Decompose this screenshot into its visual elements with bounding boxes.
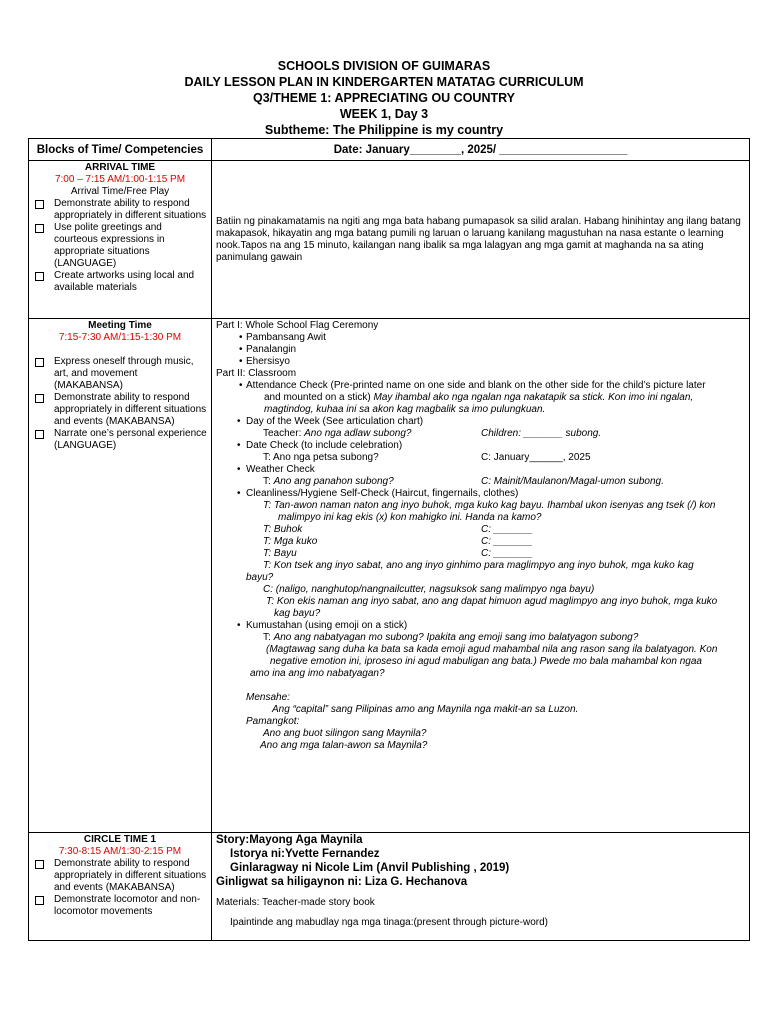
- cleanliness-question: T: Kon tsek ang inyo sabat, ano ang inyo ginhimo para maglimpyo ang inyo buhok, mga kuko kag: [263, 560, 694, 571]
- materials-text: Materials: Teacher-made story book: [216, 897, 375, 908]
- cleanliness-answer: C: (naligo, nanghutop/nangnailcutter, nagsuksok sang malimpyo nga bayu): [263, 584, 595, 595]
- meeting-title: Meeting Time: [88, 320, 152, 331]
- blocks-header-cell: Blocks of Time/ Competencies: [29, 139, 212, 161]
- pamangkot-question: Ano ang buot silingon sang Maynila?: [263, 728, 427, 739]
- circle-time-row: [29, 833, 750, 941]
- cleanliness-row: T: Bayu C: _______: [263, 548, 533, 559]
- arrival-activity-cell: [212, 161, 750, 319]
- arrival-competency-list: [32, 198, 208, 294]
- cleanliness-row: T: Mga kuko C: _______: [263, 536, 533, 547]
- arrival-body-text: Batiin ng pinakamatamis na ngiti ang mga bata habang pumapasok sa silid aralan. Habang hinihintay ang ilang batang makapasok, hikayatin ang mga batang pumili ng laruan o laruang kanilang magustuhan na nasa estante o learning nook.Tapos na ang 15 minuto, kailangan nang ibalik sa mga lalagyan ang mga gamit at maghanda na sa ating panimulang gawain: [216, 215, 741, 263]
- list-item: Demonstrate ability to respond appropriately in different situations: [32, 198, 208, 222]
- pamangkot-question: Ano ang mga talan-awon sa Maynila?: [260, 740, 428, 751]
- story-author: Istorya ni:Yvette Fernandez: [230, 848, 380, 860]
- table-header-row: [29, 139, 750, 161]
- theme-title: Q3/THEME 1: APPRECIATING OU COUNTRY: [252, 91, 516, 105]
- list-item: Create artworks using local and available materials: [32, 270, 208, 294]
- kumustahan-instruction-cont: negative emotion ini, iproseso ini agud mabuligan ang bata.) Pwede mo bala mahambal kon ngaa: [270, 656, 702, 667]
- part2-heading: Part II: Classroom: [216, 368, 297, 379]
- date-header-cell: Date: January________, 2025/ ____________________: [212, 139, 750, 161]
- list-item: Demonstrate ability to respond appropriately in different situations and events (MAKABANSA): [32, 392, 208, 428]
- plan-title: DAILY LESSON PLAN IN KINDERGARTEN MATATAG CURRICULUM: [184, 75, 584, 89]
- list-item: Express oneself through music, art, and movement (MAKABANSA): [32, 356, 208, 392]
- division-title: SCHOOLS DIVISION OF GUIMARAS: [277, 59, 491, 73]
- date-check-label: • Date Check (to include celebration): [216, 440, 745, 452]
- list-item: • Ehersisyo: [216, 356, 745, 368]
- cleanliness-question-cont: bayu?: [246, 572, 274, 583]
- meeting-block-cell: [29, 319, 212, 833]
- date-check-dialog: T: Ano nga petsa subong? C: January______, 2025: [263, 452, 591, 463]
- attendance-instruction: and mounted on a stick) May ihambal ako nga ngalan nga nakatapik sa stick. Kon imo ini ngalan,: [264, 392, 694, 403]
- cleanliness-prompt: T: Tan-awon naman naton ang inyo buhok, mga kuko kag bayu. Ihambal ukon isenyas ang tsek (/) kon: [263, 500, 716, 511]
- list-item: Demonstrate locomotor and non-locomotor movements: [32, 894, 208, 918]
- list-item: Use polite greetings and courteous expressions in appropriate situations (LANGUAGE): [32, 222, 208, 270]
- cleanliness-question-2: T: Kon ekis naman ang inyo sabat, ano ang dapat himuon agud maglimpyo ang inyo buhok, mga kuko: [266, 596, 718, 607]
- list-item: • Pambansang Awit: [216, 332, 745, 344]
- mensahe-label: Mensahe:: [246, 692, 290, 703]
- attendance-check-label: • Attendance Check (Pre-printed name on one side and blank on the other side for the child’s picture later: [216, 380, 745, 392]
- cleanliness-prompt-cont: malimpyo ini kag ekis (x) kon mahigko ini. Handa na kamo?: [278, 512, 542, 523]
- lesson-plan-table: [28, 138, 750, 941]
- cleanliness-check-label: • Cleanliness/Hygiene Self-Check (Haircut, fingernails, clothes): [216, 488, 745, 500]
- day-of-week-label: • Day of the Week (See articulation chart): [216, 416, 745, 428]
- circle-time: 7:30-8:15 AM/1:30-2:15 PM: [58, 846, 182, 857]
- kumustahan-instruction: (Magtawag sang duha ka bata sa kada emoji agud mahambal nila ang rason sang ila balatyagon. Kon: [266, 644, 718, 655]
- meeting-competency-list: [32, 356, 208, 452]
- document-header: [0, 58, 768, 138]
- story-title: Story:Mayong Aga Maynila: [216, 834, 363, 846]
- list-item: Demonstrate ability to respond appropriately in different situations and events (MAKABANSA): [32, 858, 208, 894]
- kumustahan-question: T: Ano ang nabatyagan mo subong? Ipakita ang emoji sang imo balatyagon subong?: [263, 632, 639, 643]
- vocabulary-instruction: Ipaintinde ang mabudlay nga mga tinaga:(present through picture-word): [230, 917, 548, 928]
- week-day-title: WEEK 1, Day 3: [339, 107, 429, 121]
- mensahe-text: Ang “capital” sang Pilipinas amo ang Maynila nga makit-an sa Luzon.: [272, 704, 579, 715]
- list-item: • Panalangin: [216, 344, 745, 356]
- arrival-title: ARRIVAL TIME: [84, 162, 156, 173]
- subtheme-title: Subtheme: The Philippine is my country: [264, 123, 504, 137]
- circle-activity-cell: [212, 833, 750, 941]
- part1-heading: Part I: Whole School Flag Ceremony: [216, 320, 379, 331]
- meeting-row: [29, 319, 750, 833]
- arrival-time: 7:00 – 7:15 AM/1:00-1:15 PM: [54, 174, 186, 185]
- weather-check-label: • Weather Check: [216, 464, 745, 476]
- pamangkot-label: Pamangkot:: [246, 716, 300, 727]
- arrival-block-cell: [29, 161, 212, 319]
- story-illustrator: Ginlaragway ni Nicole Lim (Anvil Publishing , 2019): [230, 862, 510, 874]
- meeting-time: 7:15-7:30 AM/1:15-1:30 PM: [58, 332, 182, 343]
- story-translator: Ginligwat sa hiligaynon ni: Liza G. Hechanova: [216, 876, 468, 888]
- circle-competency-list: [32, 858, 208, 918]
- arrival-row: [29, 161, 750, 319]
- kumustahan-instruction-end: amo ina ang imo nabatyagan?: [250, 668, 385, 679]
- weather-check-dialog: T: Ano ang panahon subong? C: Mainit/Maulanon/Magal-umon subong.: [263, 476, 664, 487]
- kumustahan-label: • Kumustahan (using emoji on a stick): [216, 620, 745, 632]
- list-item: Narrate one’s personal experience (LANGUAGE): [32, 428, 208, 452]
- meeting-activity-cell: [212, 319, 750, 833]
- circle-title: CIRCLE TIME 1: [83, 834, 157, 845]
- circle-block-cell: [29, 833, 212, 941]
- attendance-instruction-cont: magtindog, kuhaa ini sa akon kag magbalik sa imo pulungkuan.: [264, 404, 546, 415]
- cleanliness-row: T: Buhok C: _______: [263, 524, 533, 535]
- cleanliness-question-2-cont: kag bayu?: [274, 608, 321, 619]
- arrival-subtitle: Arrival Time/Free Play: [70, 186, 170, 197]
- day-of-week-dialog: Teacher: Ano nga adlaw subong? Children: _______ subong.: [263, 428, 602, 439]
